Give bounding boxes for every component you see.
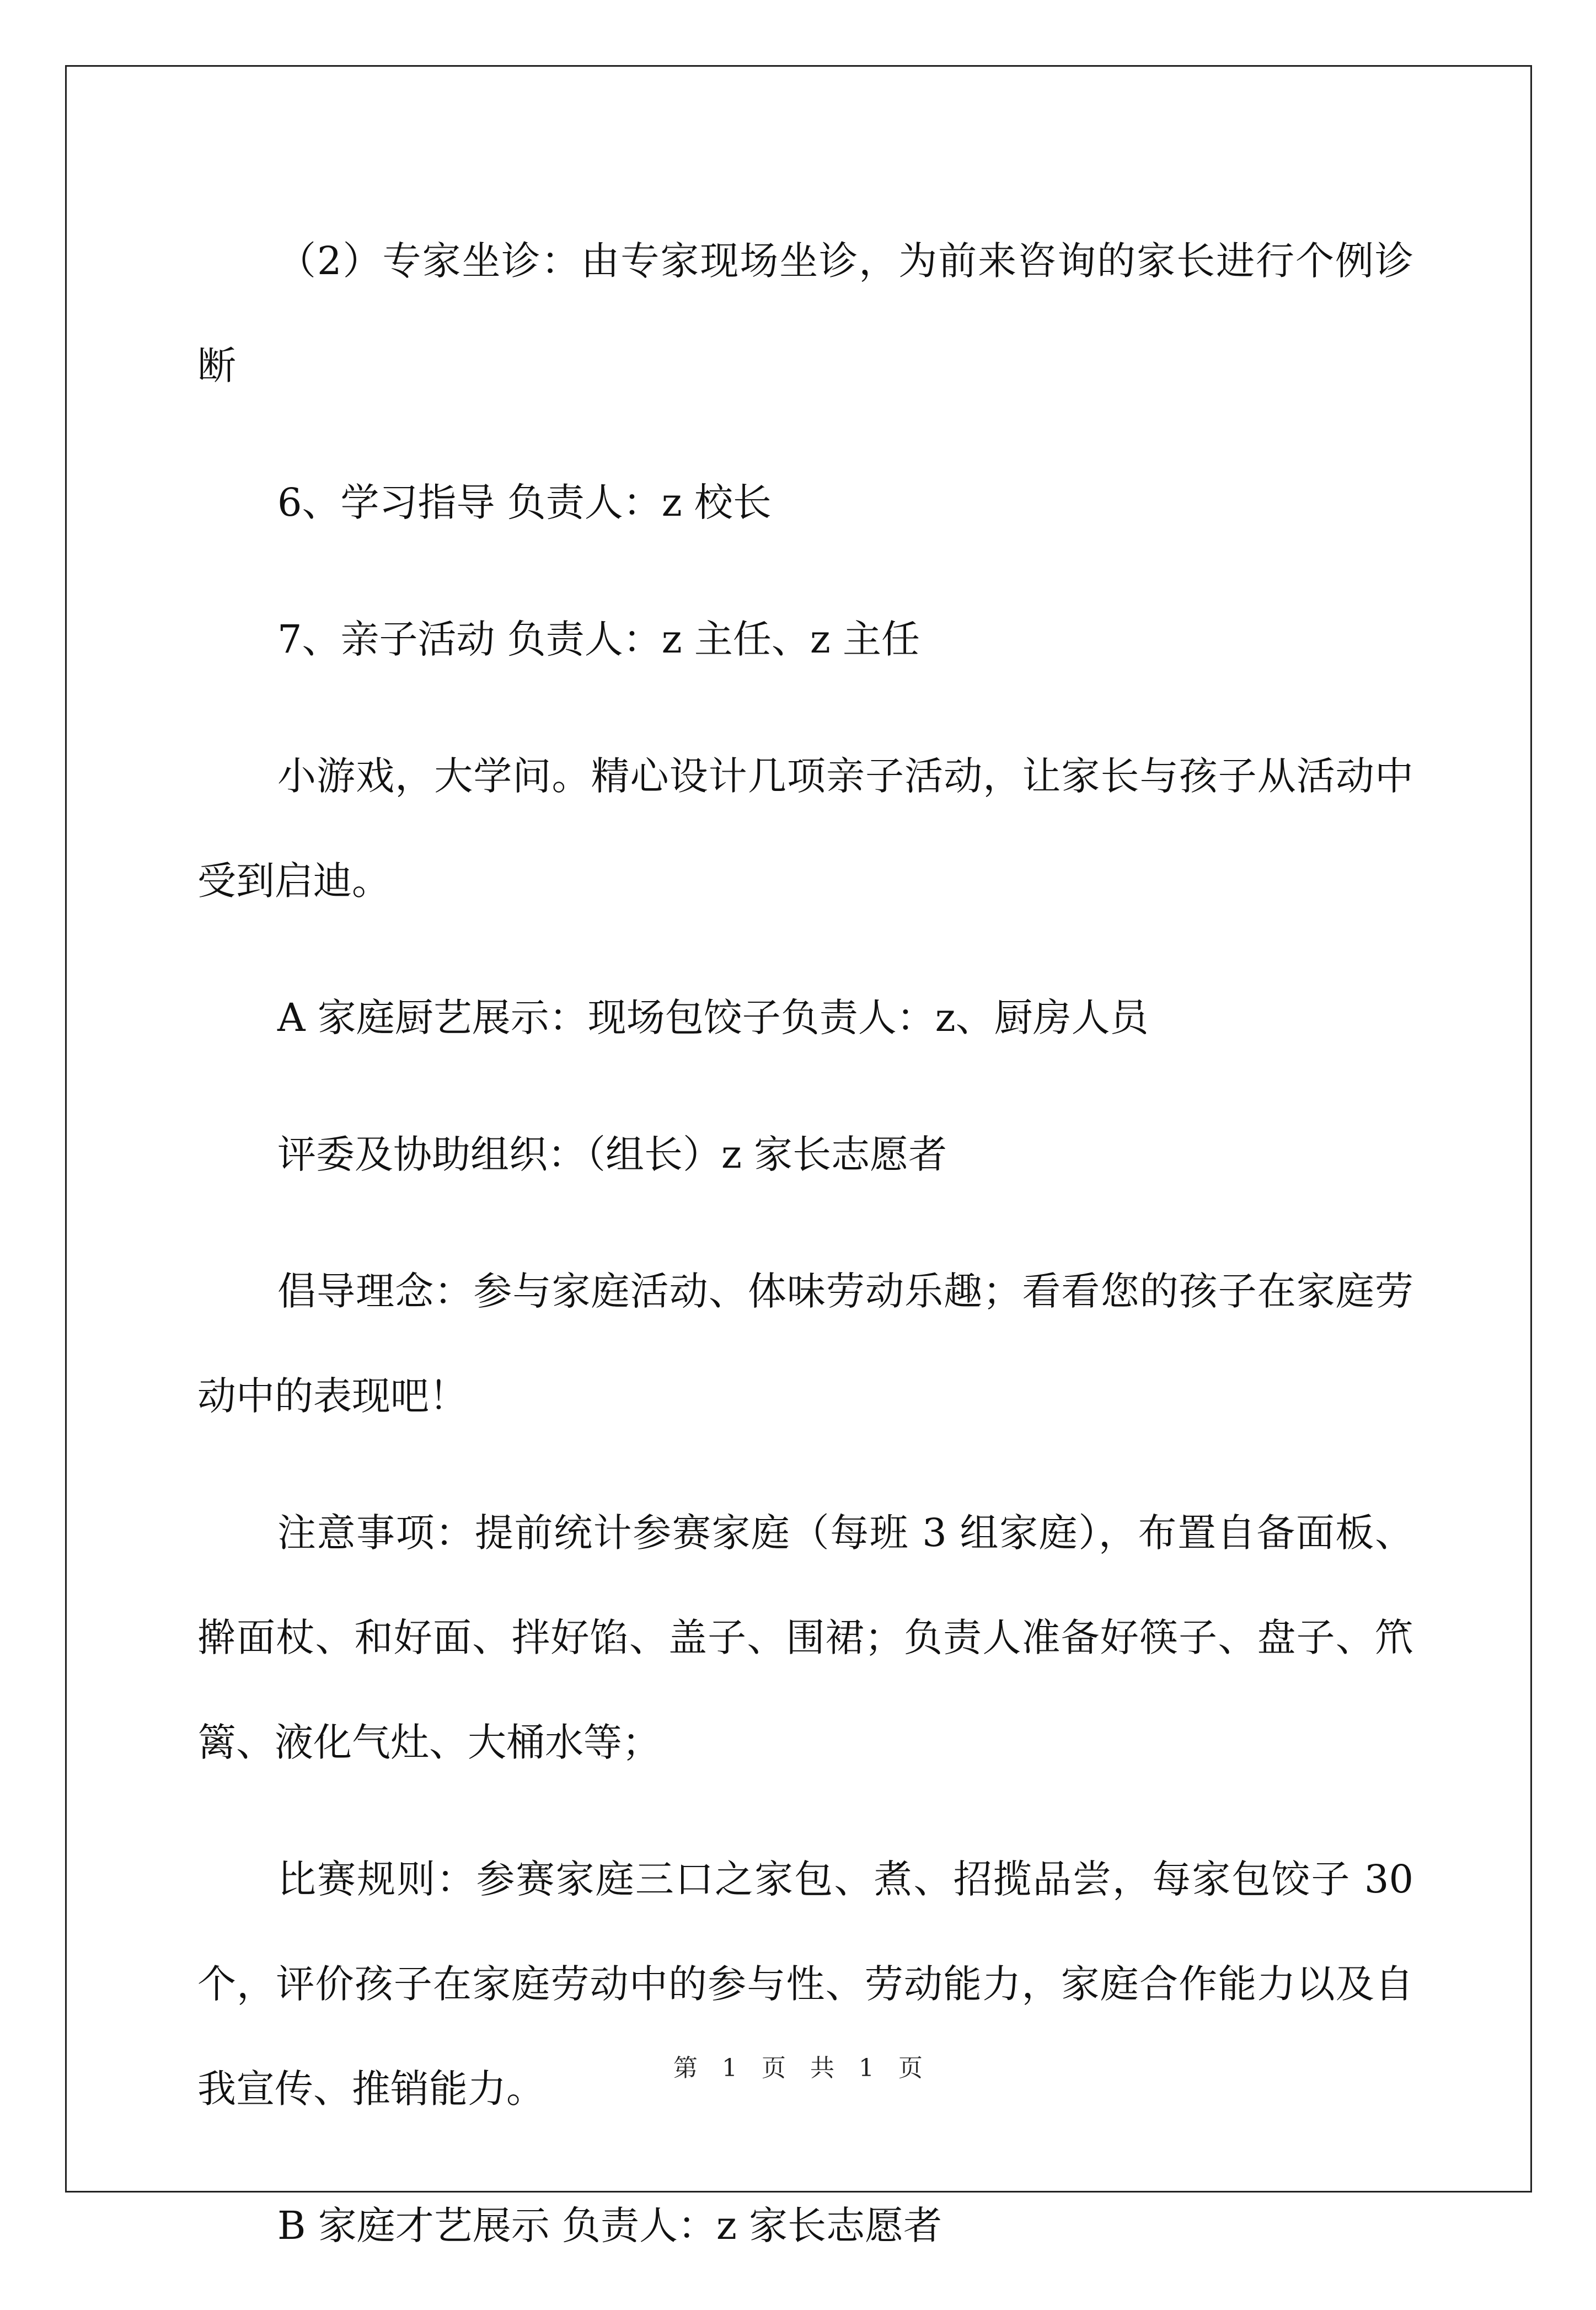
paragraph-small-games: 小游戏，大学问。精心设计几项亲子活动，让家长与孩子从活动中受到启迪。	[197, 753, 1413, 903]
paragraph-notes: 注意事项：提前统计参赛家庭（每班 3 组家庭），布置自备面板、擀面杖、和好面、拌好馅、盖子、围裙；负责人准备好筷子、盘子、笊篱、液化气灶、大桶水等；	[197, 1510, 1413, 1765]
paragraph-judges: 评委及协助组织：（组长）z 家长志愿者	[277, 1132, 947, 1177]
document-body	[197, 208, 1413, 2310]
paragraph-talent-show: B 家庭才艺展示 负责人：z 家长志愿者	[277, 2203, 942, 2248]
paragraph-philosophy: 倡导理念：参与家庭活动、体味劳动乐趣；看看您的孩子在家庭劳动中的表现吧！	[197, 1269, 1413, 1419]
paragraph-expert-consult: （2）专家坐诊：由专家现场坐诊，为前来咨询的家长进行个例诊断	[197, 238, 1413, 388]
page-number-footer: 第 1 页 共 1 页	[673, 2054, 923, 2082]
paragraph-parent-child-activity: 7、亲子活动 负责人：z 主任、z 主任	[277, 617, 920, 662]
paragraph-cooking-show: A 家庭厨艺展示：现场包饺子负责人：z、厨房人员	[277, 995, 1149, 1040]
paragraph-study-guidance: 6、学习指导 负责人：z 校长	[277, 480, 772, 525]
paragraph-rules: 比赛规则：参赛家庭三口之家包、煮、招揽品尝，每家包饺子 30 个，评价孩子在家庭劳动中的参与性、劳动能力，家庭合作能力以及自我宣传、推销能力。	[197, 1857, 1413, 2111]
